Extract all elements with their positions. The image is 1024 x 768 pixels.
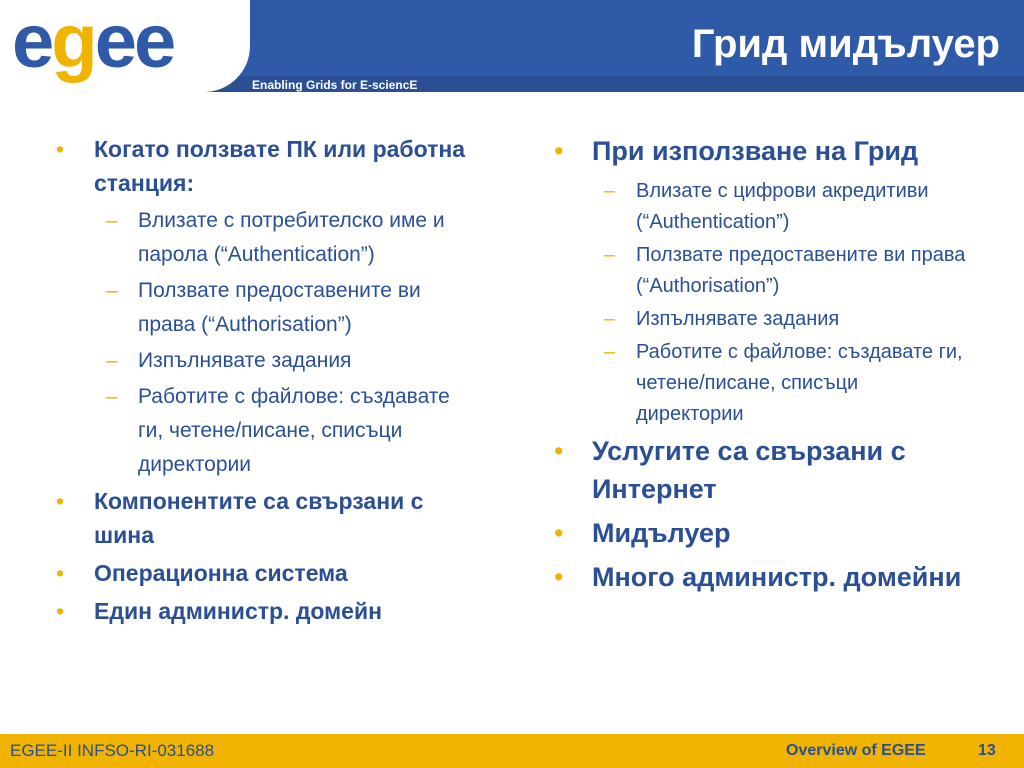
bullet-item <box>548 432 968 508</box>
bullet-text: При използване на Грид <box>592 136 919 166</box>
dash-icon: – <box>106 279 118 302</box>
right-column <box>548 132 968 602</box>
page-number: 13 <box>978 742 996 759</box>
bullet-item <box>548 558 968 596</box>
dash-icon: – <box>604 244 616 266</box>
sub-bullet-text: Работите с файлове: създавате ги, четене/писане, списъци директории <box>138 385 450 476</box>
sub-bullet-text: Изпълнявате задания <box>138 349 352 372</box>
sub-bullet-text: Влизате с цифрови акредитиви (“Authentication”) <box>636 180 929 233</box>
bullet-icon: • <box>554 436 564 466</box>
bullet-icon: • <box>554 562 564 592</box>
bullet-item <box>548 132 968 170</box>
left-column <box>50 132 470 632</box>
sub-bullet-item <box>548 176 968 238</box>
sub-bullet-text: Ползвате предоставените ви права (“Authorisation”) <box>636 244 966 297</box>
logo-area <box>0 0 250 92</box>
logo-letter: e <box>94 0 134 84</box>
dash-icon: – <box>106 209 118 232</box>
bullet-icon: • <box>56 560 65 586</box>
sub-bullet-text: Влизате с потребителско име и парола (“Authentication”) <box>138 209 445 266</box>
bullet-icon: • <box>554 518 564 548</box>
logo-letter: e <box>134 0 174 84</box>
sub-bullet-item <box>50 344 470 378</box>
logo-letter: e <box>12 0 52 84</box>
sub-bullet-item <box>548 337 968 430</box>
bullet-text: Компонентите са свързани с шина <box>94 488 424 548</box>
tagline: Enabling Grids for E-sciencE <box>252 78 418 92</box>
sub-bullet-text: Работите с файлове: създавате ги, четене/писане, списъци директории <box>636 341 963 425</box>
sub-bullet-text: Изпълнявате задания <box>636 308 840 330</box>
sub-bullet-item <box>50 380 470 482</box>
sub-bullet-item <box>548 304 968 335</box>
bullet-item <box>548 514 968 552</box>
dash-icon: – <box>604 341 616 363</box>
bullet-icon: • <box>56 136 65 162</box>
bullet-icon: • <box>56 488 65 514</box>
dash-icon: – <box>106 385 118 408</box>
sub-bullet-text: Ползвате предоставените ви права (“Authorisation”) <box>138 279 421 336</box>
sub-bullet-item <box>548 240 968 302</box>
slide-header <box>0 0 1024 92</box>
bullet-text: Когато ползвате ПК или работна станция: <box>94 136 466 196</box>
dash-icon: – <box>604 308 616 330</box>
egee-logo <box>12 2 173 82</box>
bullet-item <box>50 594 470 628</box>
bullet-item <box>50 556 470 590</box>
bullet-item <box>50 132 470 200</box>
page-title: Грид мидълуер <box>691 22 1000 66</box>
bullet-icon: • <box>554 136 564 166</box>
bullet-icon: • <box>56 598 65 624</box>
dash-icon: – <box>604 180 616 202</box>
footer-presentation-title: Overview of EGEE <box>786 742 926 759</box>
slide-footer <box>0 734 1024 768</box>
footer-project-id: EGEE-II INFSO-RI-031688 <box>10 741 215 760</box>
bullet-text: Мидълуер <box>592 518 731 548</box>
bullet-item <box>50 484 470 552</box>
bullet-text: Услугите са свързани с Интернет <box>592 436 906 504</box>
logo-letter: g <box>51 0 95 84</box>
bullet-text: Много администр. домейни <box>592 562 962 592</box>
sub-bullet-item <box>50 274 470 342</box>
sub-bullet-item <box>50 204 470 272</box>
bullet-text: Един администр. домейн <box>94 598 383 624</box>
dash-icon: – <box>106 349 118 372</box>
bullet-text: Операционна система <box>94 560 348 586</box>
